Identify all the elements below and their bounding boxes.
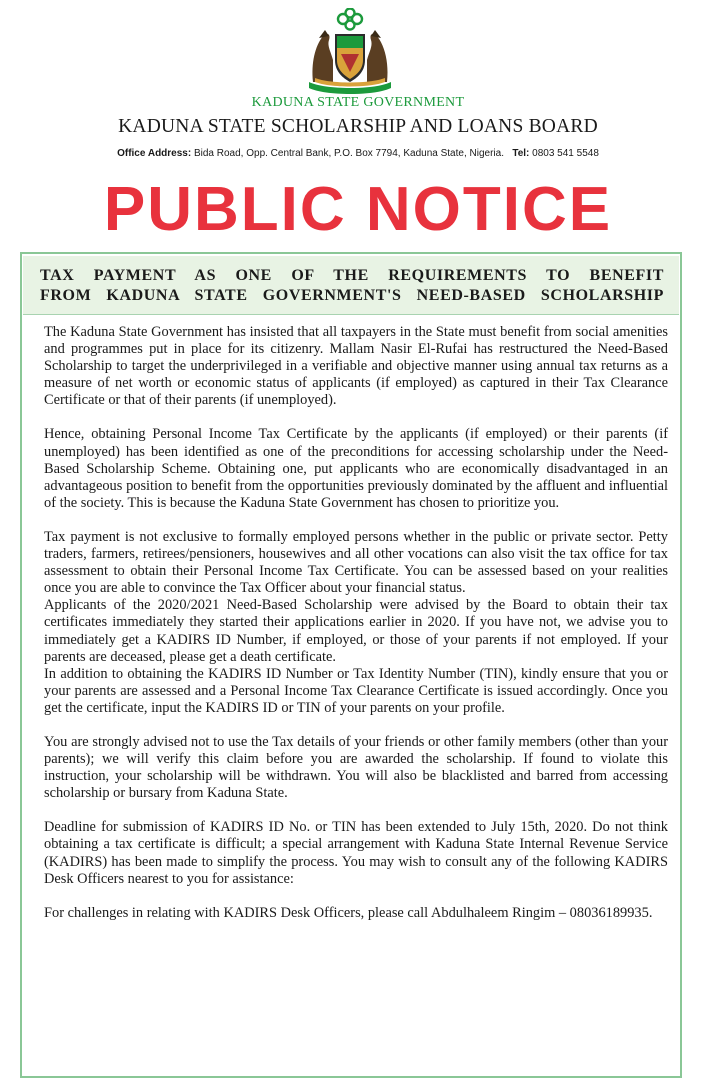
government-name: KADUNA STATE GOVERNMENT xyxy=(251,95,465,110)
paragraph-5: In addition to obtaining the KADIRS ID Number or Tax Identity Number (TIN), kindly ensure that you or your parents are assessed and a Personal Income Tax Clearance Certificate is issued accordingly. Once you get the certificate, input the KADIRS ID or TIN of your parents on your profile. xyxy=(44,665,668,716)
paragraph-2: Hence, obtaining Personal Income Tax Certificate by the applicants (if employed) or their parents (if unemployed) has been identified as one of the preconditions for accessing scholarship under the Need-Based Scholarship Scheme. Obtaining one, put applicants who are economically disadvantaged in an advantageous position to benefit from the opportunities previously dominated by the affluent and influential of the society. This is because the Kaduna State Government has chosen to prioritize you. xyxy=(44,426,668,511)
paragraph-8: For challenges in relating with KADIRS Desk Officers, please call Abdulhaleem Ringim – 08036189935. xyxy=(44,904,653,921)
kaduna-coat-of-arms-icon xyxy=(305,8,395,96)
headline-line-1: TAX PAYMENT AS ONE OF THE REQUIREMENTS TO BENEFIT xyxy=(40,267,664,284)
notice-body xyxy=(44,324,668,922)
board-name: KADUNA STATE SCHOLARSHIP AND LOANS BOARD xyxy=(118,116,598,137)
paragraph-1: The Kaduna State Government has insisted that all taxpayers in the State must benefit from social amenities and programmes put in place for its citizenry. Mallam Nasir El-Rufai has restructured the Need-Based Scholarship to target the underprivileged in a verifiable and objective manner using annual tax returns as a measure of net worth or economic status of applicants (if employed) as captured in their Tax Clearance Certificate or that of their parents (if unemployed). xyxy=(44,324,668,409)
tel-label: Tel: xyxy=(512,148,530,159)
office-address xyxy=(0,148,716,159)
tel-number: 0803 541 5548 xyxy=(532,148,599,159)
notice-headline xyxy=(40,266,664,306)
headline-line-2: FROM KADUNA STATE GOVERNMENT'S NEED-BASED SCHOLARSHIP xyxy=(40,287,664,304)
paragraph-7: Deadline for submission of KADIRS ID No. or TIN has been extended to July 15th, 2020. Do not think obtaining a tax certificate is difficult; a special arrangement with Kaduna State Internal Revenue Service (KADIRS) has been made to simplify the process. You may wish to consult any of the following KADIRS Desk Officers nearest to you for assistance: xyxy=(44,819,668,887)
paragraph-6: You are strongly advised not to use the Tax details of your friends or other family members (other than your parents); we will verify this claim before you are awarded the scholarship. If found to violate this instruction, your scholarship will be withdrawn. You will also be blacklisted and barred from accessing scholarship or bursary from Kaduna State. xyxy=(44,733,668,802)
address-label: Office Address: xyxy=(117,148,192,159)
address-text: Bida Road, Opp. Central Bank, P.O. Box 7794, Kaduna State, Nigeria. xyxy=(193,148,504,159)
paragraph-3: Tax payment is not exclusive to formally employed persons whether in the public or private sector. Petty traders, farmers, retirees/pensioners, housewives and all other vocations can also visit the tax office for tax assessment to obtain their Personal Income Tax Certificate. You can be assessed based on your realities once you are able to convince the Tax Officer about your financial status. xyxy=(44,528,668,597)
public-notice-title: PUBLIC NOTICE xyxy=(103,175,613,244)
paragraph-4: Applicants of the 2020/2021 Need-Based Scholarship were advised by the Board to obtain their tax certificates immediately they started their applications earlier in 2020. If you have not, we advise you to immediately get a KADIRS ID Number, if employed, or those of your parents if not employed. If your parents are deceased, please get a death certificate. xyxy=(44,597,668,665)
